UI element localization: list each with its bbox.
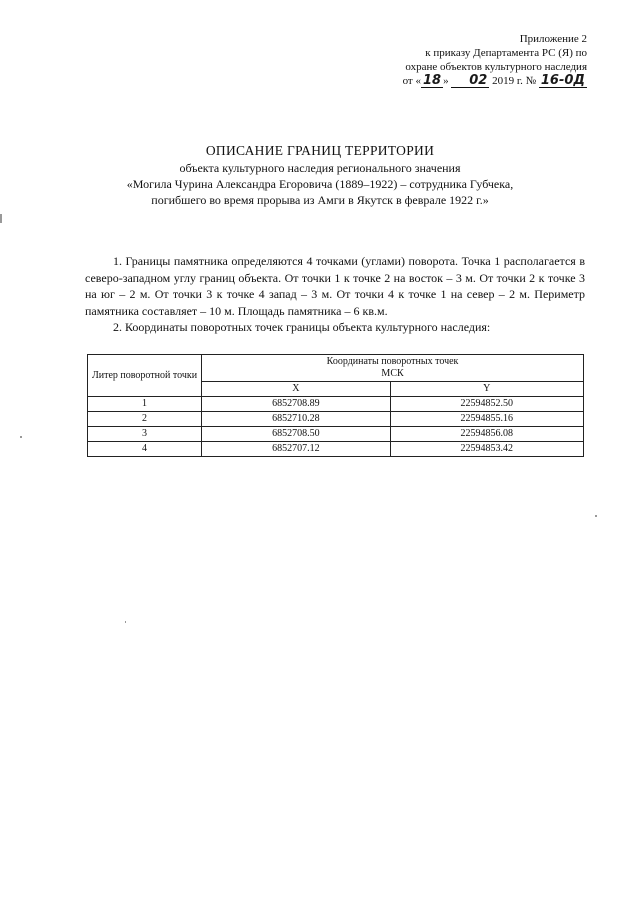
table-row [88, 412, 584, 427]
header-point-letter: Литер поворотной точки [88, 355, 202, 397]
scan-artifact [125, 621, 126, 623]
paragraph-boundaries: 1. Границы памятника определяются 4 точками (углами) поворота. Точка 1 располагается в северо-западном углу границ объекта. От точки 1 к точке 2 на восток – 3 м. От точки 2 к точке 3 на юг – 2 м. От точки 3 к точке 4 запад – 3 м. От точки 4 к точке 1 на север – 2 м. Периметр памятника составляет – 10 м. Площадь памятника – 6 кв.м. [85, 254, 585, 318]
date-prefix: от « [402, 75, 421, 87]
header-y: Y [390, 382, 583, 397]
header-coordinates-title: Координаты поворотных точек [326, 356, 459, 367]
table-header-row [88, 355, 584, 382]
coordinates-table [87, 354, 584, 457]
scan-artifact [595, 515, 597, 517]
appendix-header [347, 32, 587, 88]
title-subtitle-3: погибшего во время прорыва из Амги в Якутск в феврале 1922 г.» [151, 193, 489, 207]
scan-artifact [20, 436, 22, 438]
title-subtitle-2: «Могила Чурина Александра Егоровича (1889–1922) – сотрудника Губчека, [126, 177, 514, 191]
table-row [88, 427, 584, 442]
date-year: 2019 г. № [492, 75, 537, 87]
appendix-date-line [347, 74, 587, 88]
appendix-order-ref: к приказу Департамента РС (Я) по [425, 47, 587, 59]
order-number: 16-0Д [540, 73, 585, 88]
paragraph-coordinates-intro: 2. Координаты поворотных точек границы объекта культурного наследия: [113, 320, 491, 334]
cell-y: 22594852.50 [390, 397, 583, 412]
cell-y: 22594856.08 [390, 427, 583, 442]
header-coordinates-system: МСК [381, 368, 404, 379]
cell-y: 22594853.42 [390, 442, 583, 457]
cell-x: 6852707.12 [202, 442, 390, 457]
appendix-label: Приложение 2 [519, 33, 587, 45]
cell-x: 6852708.89 [202, 397, 390, 412]
cell-y: 22594855.16 [390, 412, 583, 427]
date-month: 02 [451, 75, 489, 88]
cell-point: 3 [88, 427, 202, 442]
cell-x: 6852708.50 [202, 427, 390, 442]
date-day: 18 [423, 73, 442, 88]
table-row [88, 442, 584, 457]
header-x: X [202, 382, 390, 397]
cell-point: 1 [88, 397, 202, 412]
scan-artifact [0, 214, 2, 223]
document-title: ОПИСАНИЕ ГРАНИЦ ТЕРРИТОРИИ [205, 143, 435, 158]
date-mid: » [443, 75, 449, 87]
document-body [85, 253, 585, 336]
appendix-department: охране объектов культурного наследия [405, 61, 587, 73]
cell-point: 4 [88, 442, 202, 457]
title-subtitle-1: объекта культурного наследия регионального значения [179, 161, 461, 175]
header-coordinates-group [202, 355, 584, 382]
cell-x: 6852710.28 [202, 412, 390, 427]
cell-point: 2 [88, 412, 202, 427]
document-title-block [90, 142, 550, 208]
table-row [88, 397, 584, 412]
